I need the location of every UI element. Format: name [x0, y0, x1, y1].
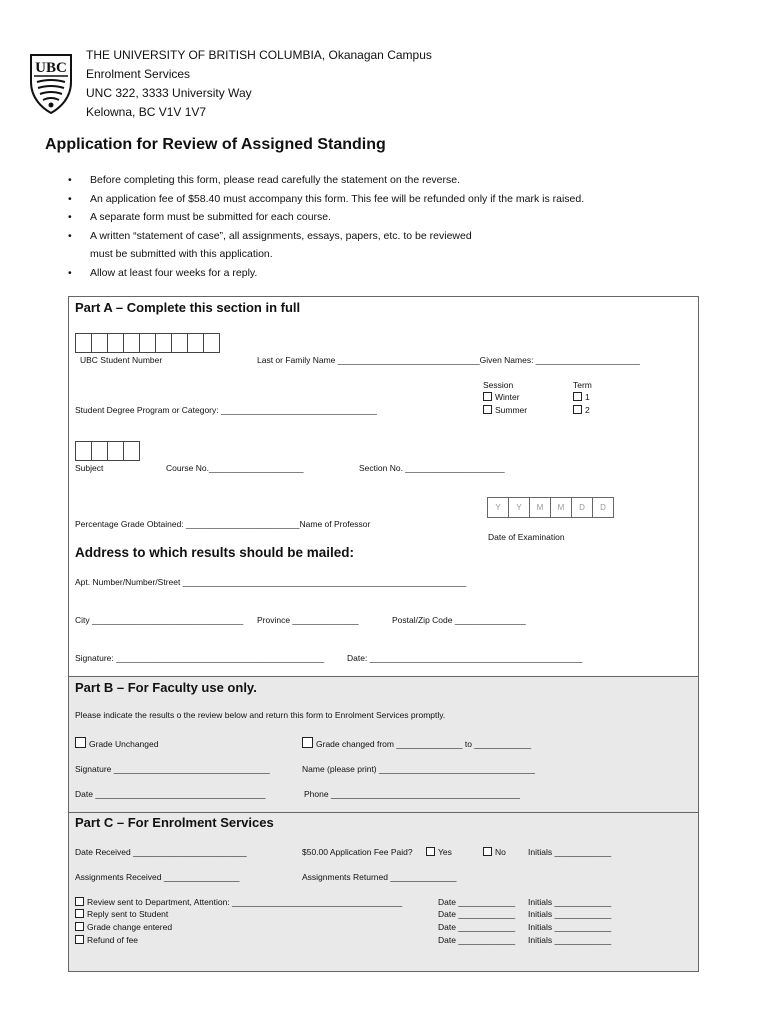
review-date-field[interactable]: Date ____________ — [438, 897, 516, 907]
part-a-heading: Part A – Complete this section in full — [75, 300, 301, 315]
degree-program-field[interactable]: Student Degree Program or Category: _________________________________ — [75, 405, 377, 415]
student-number-boxes[interactable] — [75, 333, 219, 353]
list-item: • An application fee of $58.40 must accompany this form. This fee will be refunded only if the mark is raised. — [68, 192, 585, 205]
summer-checkbox[interactable]: Summer — [483, 405, 527, 415]
list-item: • Before completing this form, please read carefully the statement on the reverse. — [68, 174, 461, 186]
ubc-logo — [28, 52, 74, 116]
term-label: Term — [573, 380, 592, 390]
winter-checkbox[interactable]: Winter — [483, 392, 520, 402]
grade-professor-field[interactable]: Percentage Grade Obtained: ________________________Name of Professor — [75, 519, 371, 529]
faculty-signature-field[interactable]: Signature _________________________________ — [75, 764, 270, 774]
name-field[interactable]: Last or Family Name ______________________________Given Names: ______________________ — [257, 355, 640, 365]
subject-boxes[interactable] — [75, 441, 139, 461]
street-field[interactable]: Apt. Number/Number/Street ____________________________________________________________ — [75, 577, 467, 587]
grade-change-date-field[interactable]: Date ____________ — [438, 922, 516, 932]
instructions-list — [68, 171, 708, 282]
grade-unchanged-checkbox[interactable]: Grade Unchanged — [75, 737, 158, 749]
header-line: THE UNIVERSITY OF BRITISH COLUMBIA, Okanagan Campus — [86, 48, 432, 62]
form-title: Application for Review of Assigned Standing — [45, 136, 386, 153]
grade-changed-checkbox[interactable]: Grade changed from ______________ to ____________ — [302, 737, 531, 749]
header-line: Kelowna, BC V1V 1V7 — [86, 105, 207, 119]
initials-field[interactable]: Initials ____________ — [528, 847, 612, 857]
assignments-returned-field[interactable]: Assignments Returned ______________ — [302, 872, 457, 882]
section-number-field[interactable]: Section No. _____________________ — [359, 463, 505, 473]
faculty-name-field[interactable]: Name (please print) _________________________________ — [302, 764, 536, 774]
institution-header — [86, 46, 432, 122]
grade-change-initials-field[interactable]: Initials ____________ — [528, 922, 612, 932]
list-item: • Allow at least four weeks for a reply. — [68, 266, 258, 279]
session-label: Session — [483, 380, 514, 390]
exam-date-label: Date of Examination — [488, 532, 565, 542]
term-2-checkbox[interactable]: 2 — [573, 405, 590, 415]
city-field[interactable]: City ________________________________ — [75, 615, 244, 625]
header-line: Enrolment Services — [86, 67, 191, 81]
part-c-heading: Part C – For Enrolment Services — [75, 815, 274, 830]
reply-date-field[interactable]: Date ____________ — [438, 909, 516, 919]
part-b-instructions: Please indicate the results o the review below and return this form to Enrolment Services promptly. — [75, 710, 446, 720]
province-field[interactable]: Province ______________ — [257, 615, 359, 625]
fee-paid-yes-checkbox[interactable]: Yes — [426, 847, 452, 857]
signature-field[interactable]: Signature: ____________________________________________ — [75, 653, 325, 663]
subject-label: Subject — [75, 463, 104, 473]
review-initials-field[interactable]: Initials ____________ — [528, 897, 612, 907]
fee-paid-no-checkbox[interactable]: No — [483, 847, 506, 857]
part-c-section — [68, 812, 699, 972]
grade-change-checkbox[interactable]: Grade change entered — [75, 922, 172, 932]
refund-date-field[interactable]: Date ____________ — [438, 935, 516, 945]
assignments-received-field[interactable]: Assignments Received ________________ — [75, 872, 240, 882]
date-field[interactable]: Date: _____________________________________________ — [347, 653, 583, 663]
list-item: • A separate form must be submitted for each course. — [68, 211, 332, 223]
term-1-checkbox[interactable]: 1 — [573, 392, 590, 402]
header-line: UNC 322, 3333 University Way — [86, 86, 252, 100]
student-number-label: UBC Student Number — [80, 355, 163, 365]
course-number-field[interactable]: Course No.____________________ — [166, 463, 304, 473]
part-b-heading: Part B – For Faculty use only. — [75, 680, 257, 695]
refund-initials-field[interactable]: Initials ____________ — [528, 935, 612, 945]
fee-paid-label: $50.00 Application Fee Paid? — [302, 847, 413, 857]
exam-date-boxes[interactable]: Y Y M M D D — [487, 497, 613, 518]
logo-text: UBC — [35, 60, 67, 76]
review-sent-checkbox[interactable]: Review sent to Department, Attention: ____________________________________ — [75, 897, 402, 907]
faculty-date-field[interactable]: Date ____________________________________ — [75, 789, 266, 799]
reply-initials-field[interactable]: Initials ____________ — [528, 909, 612, 919]
date-received-field[interactable]: Date Received ________________________ — [75, 847, 247, 857]
postal-code-field[interactable]: Postal/Zip Code _______________ — [392, 615, 526, 625]
address-heading: Address to which results should be mailed: — [75, 545, 355, 560]
list-item-continued: must be submitted with this application. — [90, 248, 273, 260]
refund-checkbox[interactable]: Refund of fee — [75, 935, 138, 945]
list-item: • A written “statement of case”, all assignments, essays, papers, etc. to be reviewed — [68, 229, 472, 242]
reply-sent-checkbox[interactable]: Reply sent to Student — [75, 909, 168, 919]
faculty-phone-field[interactable]: Phone ________________________________________ — [304, 789, 521, 799]
